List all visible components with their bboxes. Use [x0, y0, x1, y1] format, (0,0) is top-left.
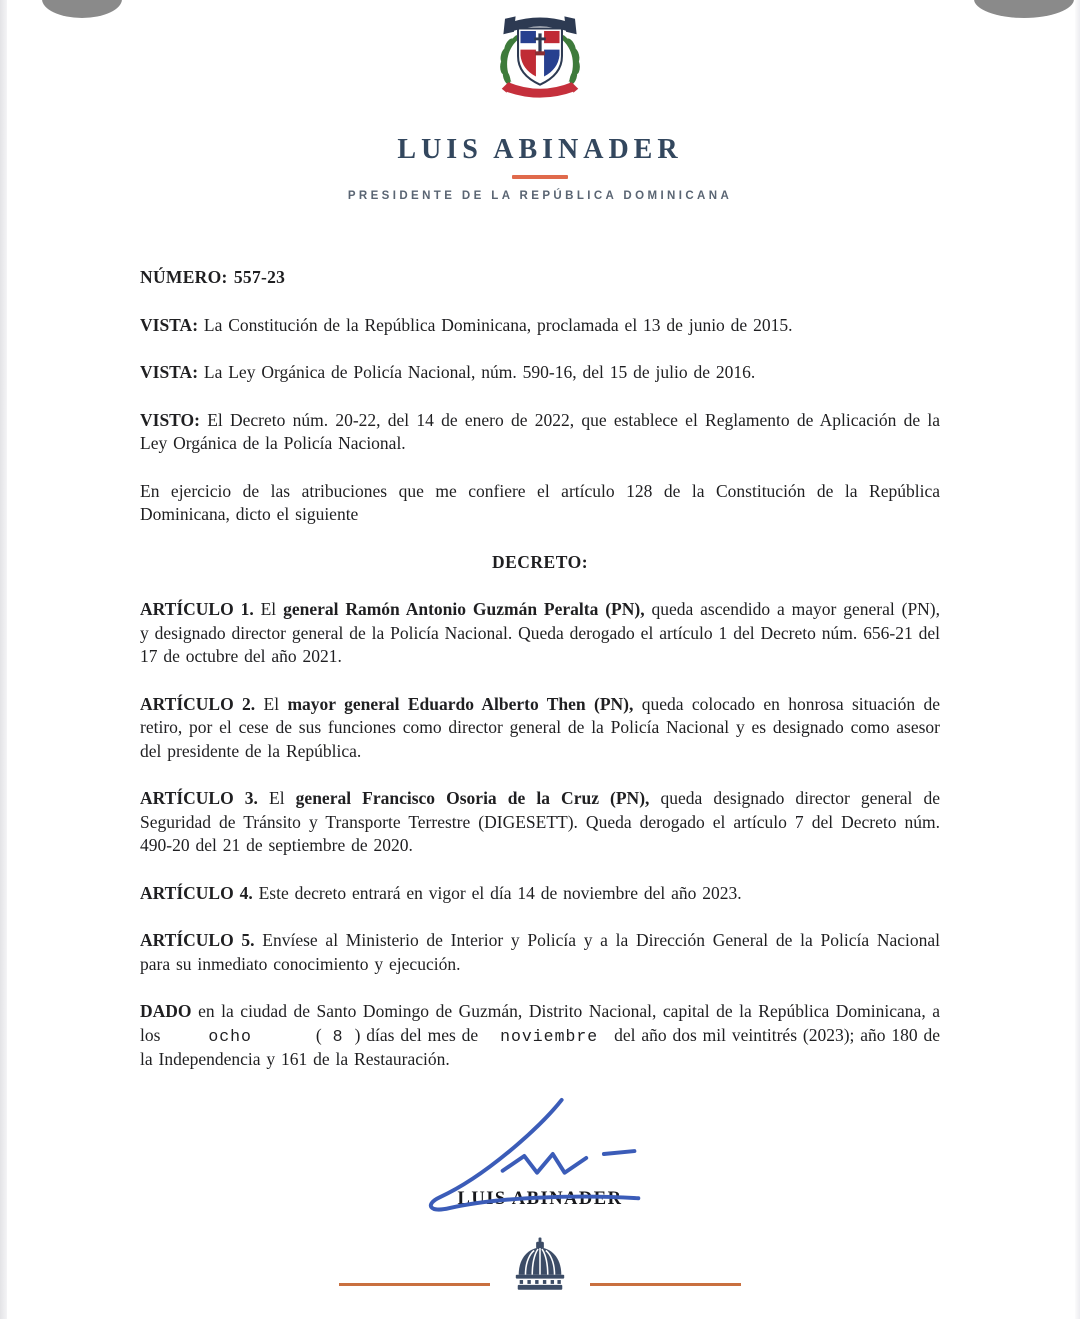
typed-day-word: ocho [208, 1026, 252, 1046]
palace-dome-icon [507, 1236, 573, 1301]
dado-text-after-month: del año dos mil veintitrés (2023); año 180 de la Independencia y 161 de la Restauración. [140, 1024, 941, 1069]
signature-block [0, 1096, 1080, 1210]
article-5-paragraph [140, 929, 940, 976]
visto-text: El Decreto núm. 20-22, del 14 de enero de 2022, que establece el Reglamento de Aplicación de la Ley Orgánica de la Policía Nacional. [140, 409, 940, 453]
page-title: LUIS ABINADER [397, 134, 683, 165]
vista-text: La Ley Orgánica de Policía Nacional, núm. 590-16, del 15 de julio de 2016. [203, 362, 756, 382]
article-lead: ARTÍCULO 4. [140, 882, 253, 903]
article-text: Envíese al Ministerio de Interior y Policía y a la Dirección General de la Policía Nacional para su inmediato conocimiento y ejecución. [140, 930, 940, 974]
article-pre: El [260, 599, 277, 619]
paren-close: ) [354, 1024, 361, 1045]
article-pre: El [263, 693, 280, 714]
article-lead: ARTÍCULO 5. [140, 930, 255, 950]
article-3-paragraph [140, 787, 940, 858]
dado-lead: DADO [140, 1001, 192, 1021]
decree-heading: DECRETO: [491, 551, 589, 572]
article-lead: ARTÍCULO 1. [140, 599, 254, 619]
decree-number [140, 266, 940, 290]
typed-day-number: 8 [332, 1026, 344, 1046]
dado-text-after-day: días del mes de [366, 1024, 479, 1045]
document-footer [0, 1236, 1080, 1301]
article-pre: El [269, 788, 285, 808]
article-text: queda designado director general de Seguridad de Tránsito y Transporte Terrestre (DIGESETT). Queda derogado el artículo 7 del Decreto núm. 490-20 del 21 de septiembre de 2020. [140, 788, 941, 855]
signatory-name: LUIS ABINADER [457, 1188, 623, 1209]
article-subject: mayor general Eduardo Alberto Then (PN), [287, 693, 634, 714]
visto-lead: VISTO: [140, 409, 200, 430]
vista-lead: VISTA: [140, 314, 199, 335]
day-number-field [316, 1025, 361, 1045]
article-1-paragraph [140, 598, 940, 669]
article-text: Este decreto entrará en vigor el día 14 de noviembre del año 2023. [258, 882, 742, 903]
dado-paragraph [140, 1000, 940, 1072]
article-4-paragraph [140, 882, 940, 906]
article-lead: ARTÍCULO 2. [140, 693, 256, 714]
photo-left-edge [0, 0, 7, 1319]
article-text: queda ascendido a mayor general (PN), y designado director general de la Policía Nacional. Queda derogado el artículo 1 del Decreto núm. 656-21 del 17 de octubre del año 2021. [140, 599, 941, 666]
article-lead: ARTÍCULO 3. [140, 788, 258, 808]
decree-number-value: 557-23 [233, 267, 286, 287]
decree-body [140, 266, 940, 1072]
vista-paragraph-1 [140, 314, 940, 338]
decree-number-label: NÚMERO: [140, 267, 228, 287]
photo-right-edge [1075, 0, 1080, 1319]
visto-paragraph [140, 409, 940, 456]
paren-open: ( [315, 1024, 322, 1045]
vista-lead: VISTA: [140, 362, 199, 382]
article-text: queda colocado en honrosa situación de retiro, por el cese de sus funciones como director general de la Policía Nacional y es designado como asesor del presidente de la República. [140, 693, 941, 761]
vista-paragraph-2 [140, 361, 940, 385]
document-header [0, 0, 1080, 202]
preamble-text: En ejercicio de las atribuciones que me confiere el artículo 128 de la Constitución de la República Dominicana, dicto el siguiente [140, 480, 940, 524]
title-accent-divider [512, 175, 568, 179]
typed-month: noviembre [500, 1026, 599, 1046]
dado-text-before-day: en la ciudad de Santo Domingo de Guzmán, Distrito Nacional, capital de la República Dominicana, a los [140, 1001, 940, 1045]
coat-of-arms-icon [478, 9, 602, 110]
article-2-paragraph [140, 693, 940, 764]
handwritten-signature-icon [390, 1201, 690, 1218]
page-subtitle: PRESIDENTE DE LA REPÚBLICA DOMINICANA [347, 190, 733, 202]
article-subject: general Ramón Antonio Guzmán Peralta (PN), [283, 599, 645, 619]
vista-text: La Constitución de la República Dominicana, proclamada el 13 de junio de 2015. [203, 314, 793, 335]
footer-left-rule [339, 1283, 490, 1286]
footer-right-rule [590, 1283, 741, 1286]
article-subject: general Francisco Osoria de la Cruz (PN), [295, 788, 650, 808]
preamble-paragraph [140, 480, 940, 527]
